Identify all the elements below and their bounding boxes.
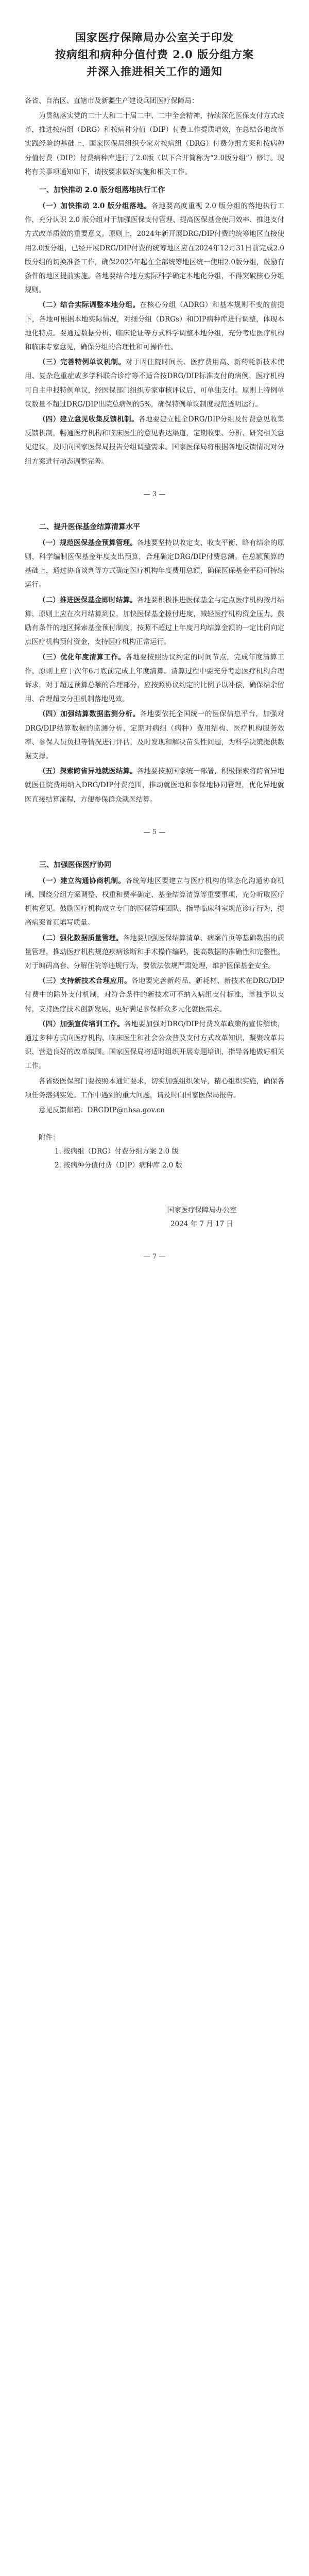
title-line-1: 国家医疗保障局办公室关于印发: [75, 31, 234, 44]
item-label: （一）加快推动 2.0 版分组落地。: [39, 202, 151, 211]
item-text: 各地要积极推进医保基金与定点医疗机构按月结算，原则上应在次月结算到位，加快医保基金拨付进度，减轻医疗机构资金压力。鼓励有条件的地区探索基金预付制度，按照不超过上年度月均结算金额的一定比例向定点医疗机构预付资金，支持医疗机构正常运行。: [25, 596, 285, 647]
item-text: 各地要加强医保结算清单、病案首页等基础数据的质量管理，推动医疗机构规范疾病诊断和手术操作编码，提高数据的准确性和完整性。对于编码高套、分解住院等违规行为，要依法依规严肃处理，维护医保基金安全。: [25, 934, 285, 970]
section-3-item-1: [25, 874, 284, 930]
section-3-item-4: [25, 1018, 284, 1074]
item-label: （三）优化年度清算工作。: [39, 653, 126, 662]
document-title: [25, 29, 284, 80]
section-heading-2: 二、提升医保基金结算清算水平: [39, 522, 140, 531]
item-label: （三）完善特例单议机制。: [39, 358, 126, 367]
section-2-item-1: [25, 536, 284, 592]
item-label: （二）结合实际调整本地分组。: [39, 301, 140, 310]
closing-paragraph: 各省级医保部门要按照本通知要求，切实加强组织领导，精心组织实施，确保各项任务落到实处。工作中遇到的重大问题，请及时向国家医保局报告。: [25, 1077, 284, 1099]
item-label: （四）加强结算数据监测分析。: [39, 710, 140, 719]
page-number: — 3 —: [143, 490, 166, 498]
page-number: — 7 —: [143, 1252, 166, 1261]
section-3-item-3: [25, 974, 284, 1016]
title-line-3: 并深入推进相关工作的通知: [87, 65, 222, 78]
attachment-item: 2. 按病种分值付费（DIP）病种库 2.0 版: [55, 1161, 182, 1170]
item-text: 各统筹地区要建立与医疗机构的常态化沟通协商机制，围绕分组方案调整、权重和费率确定、基金结算清算等重要事项，充分听取医疗机构意见。鼓励医疗机构成立专门的医保管理团队，指导临床科室规范诊疗行为，提高病案首页填写质量。: [25, 876, 285, 927]
item-text: 各地要建立健全DRG/DIP分组及付费意见收集反馈机制，畅通医疗机构和临床医生的意见表达渠道，定期收集、分析、研究相关意见建议，及时向国家医保局报告分组调整需求。国家医保局将根据各地反馈情况对分组方案进行动态调整完善。: [25, 415, 285, 466]
item-text: 各地要依托全国统一的医保信息平台，加强对DRG/DIP结算数据的监测分析，定期对病组（病种）费用结构、医疗机构服务效率、参保人员负担等情况进行评估，及时发现和解决苗头性问题，为科学决策提供数据支撑。: [25, 710, 285, 760]
item-text: 各地要按照国家统一部署，积极探索将跨省异地就医住院费用纳入DRG/DIP付费范围，推动就医地和参保地协同管理，优化异地就医直接结算流程，方便参保群众就医结算。: [25, 767, 285, 804]
issue-date: 2024 年 7 月 17 日: [170, 1219, 234, 1228]
intro-paragraph: 为贯彻落实党的二十大和二十届二中、二中全会精神，持续深化医保支付方式改革，推进按病组（DRG）和按病种分值（DIP）付费工作提质增效，在总结各地改革实践经验的基础上，国家医保局组织专家对按病组（DRG）付费分组方案和按病种分值付费（DIP）付费病种库进行了2.0版（以下合并简称为“2.0版分组”）修订。现将有关事项通知如下，请按要求做好实施和相关工作。: [25, 112, 284, 176]
item-text: 各地要加强对DRG/DIP付费改革政策的宣传解读，通过多种方式向医疗机构、临床医生和社会公众普及支付方式改革知识，凝聚改革共识，营造良好的改革氛围。国家医保局将适时组织开展专题培训，指导各地做好相关工作。: [25, 1020, 285, 1071]
item-label: （一）规范医保基金预算管理。: [39, 538, 137, 547]
item-label: （四）加强宣传培训工作。: [39, 1020, 125, 1028]
item-label: （五）探索跨省异地就医结算。: [39, 767, 137, 776]
item-text: 各地要高度重视 2.0 版分组的落地执行工作，充分认识 2.0 版分组对于加强医保支付管理、提高医保基金使用效率、推进支付方式改革质效的重要意义。原则上，2024年新开展DRG/DIP付费的统筹地区直接使用2.0版分组，已经开展DRG/DIP付费的统筹地区应在2024年12月31日前完成2.0版分组的切换准备工作，确保2025年起在全部统筹地区统一使用2.0版分组，鼓励有条件的地区提前实施。各地要结合地方实际科学确定本地化分组，不得突破核心分组规则。: [25, 202, 284, 295]
contact-email[interactable]: 意见反馈邮箱：DRGDIP@nhsa.gov.cn: [39, 1106, 165, 1114]
section-2-item-3: [25, 651, 284, 707]
signature-block: [25, 1204, 253, 1231]
page-number: — 5 —: [143, 828, 166, 836]
item-text: 对于因住院时间长、医疗费用高、新药耗新技术使用、复杂危重症或多学科联合诊疗等不适合按DRG/DIP标准支付的病例，医疗机构可自主申报特例单议，经医保部门组织专家审核评议后，可单独支付。原则上特例单议数量不超过DRG/DIP出院总病例的5%，确保特例单议制度规范透明运行。: [25, 358, 285, 409]
attachments-heading: 附件：: [39, 1133, 60, 1142]
item-text: 各地要完善新药品、新耗材、新技术在DRG/DIP付费中的除外支付机制，对符合条件的新技术可不纳入病组支付标准，单独予以支付，支持医疗技术创新发展，更好满足参保群众多元化就医需求。: [25, 977, 285, 1013]
section-2-item-4: [25, 707, 284, 764]
title-line-2: 按病组和病种分值付费 2.0 版分组方案: [55, 48, 254, 61]
section-heading-1: 一、加快推动 2.0 版分组落地执行工作: [39, 186, 165, 195]
item-label: （二）强化数据质量管理。: [39, 934, 123, 942]
section-2-item-2: [25, 594, 284, 650]
section-2-item-5: [25, 765, 284, 807]
attachments: [25, 1131, 284, 1173]
item-text: 各地要坚持以收定支、收支平衡、略有结余的原则，科学编制医保基金年度支出预算，合理确定DRG/DIP付费总额。在总额预算的基础上，通过协商谈判等方式确定医疗机构年度费用总额，确保医保基金平稳可持续运行。: [25, 538, 285, 589]
item-label: （三）支持新技术合理应用。: [39, 977, 132, 986]
section-1-item-3: [25, 355, 284, 412]
section-3-item-2: [25, 931, 284, 974]
item-label: （一）建立沟通协商机制。: [39, 876, 126, 885]
section-heading-3: 三、加强医保医疗协同: [39, 860, 111, 869]
attachment-item: 1. 按病组（DRG）付费分组方案 2.0 版: [55, 1147, 179, 1156]
issuing-org: 国家医疗保障局办公室: [167, 1206, 237, 1214]
item-label: （二）推进医保基金即时结算。: [39, 596, 137, 604]
item-text: 在核心分组（ADRG）和基本规则不变的前提下，各地可根据本地实际情况，对细分组（DRGs）和DIP病种库进行调整，体现本地化特点。要通过数据分析、临床论证等方式科学调整本地分组，充分考虑医疗机构和临床专家意见，确保分组的合理性和可操作性。: [25, 301, 284, 352]
item-text: 各地要按照协议约定的时间节点，完成年度清算工作，原则上应于次年6月底前完成上年度清算。清算过程中要充分考虑医疗机构合理诉求，对于超过预算总额的合理部分，应按照协议约定的比例予以补偿，确保结余留用、合理超支分担机制落地见效。: [25, 653, 285, 704]
addressee: 各省、自治区、直辖市及新疆生产建设兵团医疗保障局：: [25, 97, 199, 105]
section-1-item-1: [25, 199, 284, 297]
item-label: （四）建立意见收集反馈机制。: [39, 415, 139, 424]
section-1-item-2: [25, 298, 284, 354]
section-1-item-4: [25, 413, 284, 469]
